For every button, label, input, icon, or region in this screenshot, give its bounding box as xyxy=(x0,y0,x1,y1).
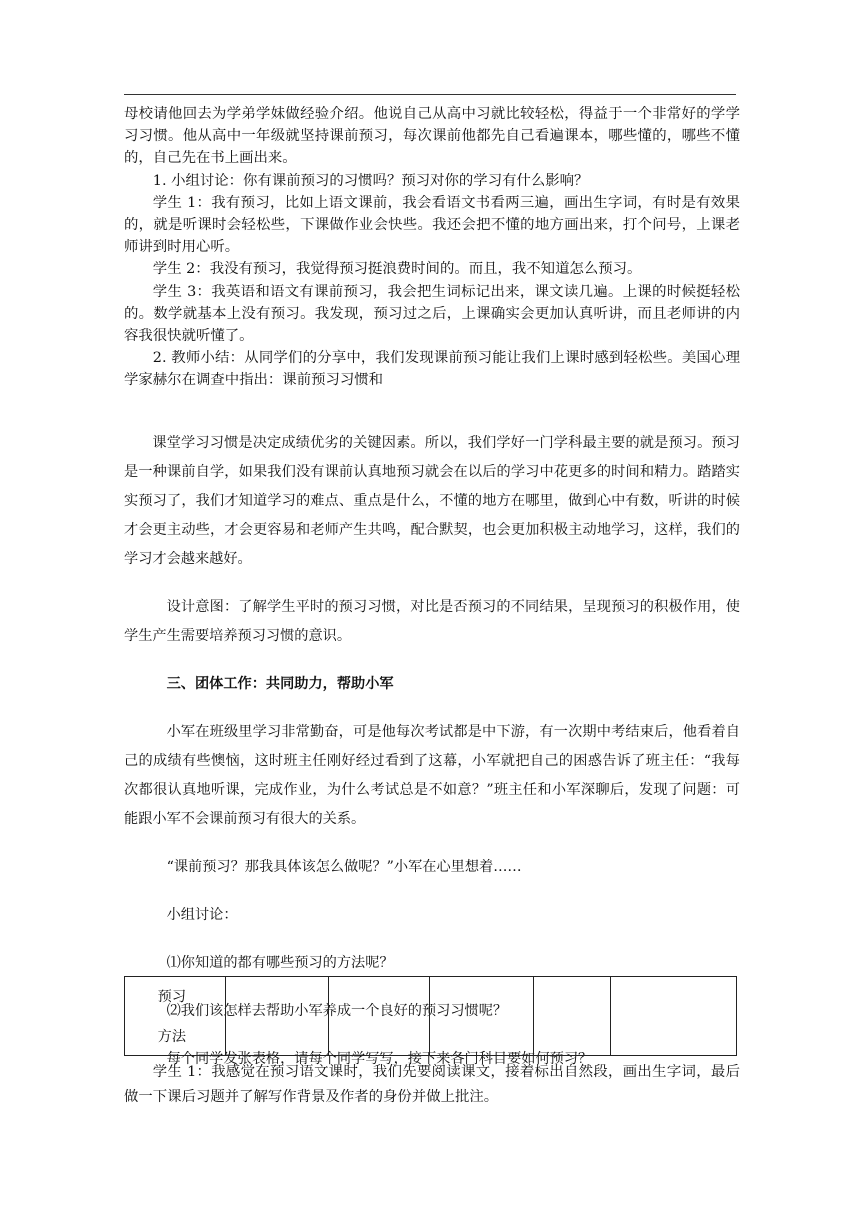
student-3-answer: 学生 3：我英语和语文有课前预习，我会把生词标记出来，课文读几遍。上课的时候挺轻松的。数学就基本上没有预习。我发现，预习过之后，上课确实会更加认真听讲，而且老师讲的内容我很快就听懂了。 xyxy=(124,283,740,345)
table-empty-cell xyxy=(430,977,534,1055)
table-empty-cell xyxy=(534,977,612,1055)
header-rule xyxy=(124,94,736,95)
study-habit-paragraph: 课堂学习习惯是决定成绩优劣的关键因素。所以，我们学好一门学科最主要的就是预习。预习是一种课前自学，如果我们没有课前认真地预习就会在以后的学习中花更多的时间和精力。踏踏实实预习了，我们才知道学习的难点、重点是什么，不懂的地方在哪里，做到心中有数，听讲的时候才会更主动些，才会更容易和老师产生共鸣，配合默契，也会更加积极主动地学习，这样，我们的学习才会越来越好。 xyxy=(124,435,740,567)
student-1-answer: 学生 1：我有预习，比如上语文课前，我会看语文书看两三遍，画出生字词，有时是有效果的，就是听课时会轻松些，下课做作业会快些。我还会把不懂的地方画出来，打个问号，上课老师讲到时用心听。 xyxy=(124,194,740,256)
table-empty-cell xyxy=(226,977,330,1055)
table-label-line-1: 预习 xyxy=(157,989,187,1005)
section-1 xyxy=(124,103,740,392)
discussion-item-2: ⑵我们该怎样去帮助小军养成一个良好的预习习惯呢？ xyxy=(166,1003,508,1019)
design-intent: 设计意图：了解学生平时的预习习惯，对比是否预习的不同结果，呈现预习的积极作用，使学生产生需要培养预习习惯的意识。 xyxy=(124,599,740,644)
preview-methods-table xyxy=(124,976,737,1056)
intro-paragraph: 母校请他回去为学弟学妹做经验介绍。他说自己从高中习就比较轻松，得益于一个非常好的学学习习惯。他从高中一年级就坚持课前预习，每次课前他都先自己看遍课本，哪些懂的，哪些不懂的，自己先在书上画出来。 xyxy=(124,106,740,167)
discussion-item-1: ⑴你知道的都有哪些预习的方法呢？ xyxy=(166,955,394,971)
student-1-method-answer: 学生 1：我感觉在预习语文课时，我们先要阅读课文，接着标出自然段，画出生字词，最后做一下课后习题并了解写作背景及作者的身份并做上批注。 xyxy=(124,1064,740,1105)
table-empty-cell xyxy=(611,977,736,1055)
section-heading: 三、团体工作：共同助力，帮助小军 xyxy=(166,676,394,692)
table-label-cell xyxy=(125,977,226,1055)
worksheet-instruction: 每个同学发张表格，请每个同学写写，接下来各门科目要如何预习？ xyxy=(166,1051,593,1067)
teacher-summary: 2. 教师小结：从同学们的分享中，我们发现课前预习能让我们上课时感到轻松些。美国心理学家赫尔在调查中指出：课前预习习惯和 xyxy=(124,350,740,389)
section-3 xyxy=(124,1060,740,1110)
xiaojun-quote: “课前预习？那我具体该怎么做呢？”小军在心里想着…… xyxy=(166,859,522,875)
group-discussion-label: 小组讨论： xyxy=(166,907,238,923)
xiaojun-story: 小军在班级里学习非常勤奋，可是他每次考试都是中下游，有一次期中考结束后，他看着自己的成绩有些懊恼，这时班主任刚好经过看到了这幕，小军就把自己的困惑告诉了班主任：“我每次都很认真地听课，完成作业，为什么考试总是不如意？”班主任和小军深聊后，发现了问题：可能跟小军不会课前预习有很大的关系。 xyxy=(124,724,740,827)
discussion-question-1: 1. 小组讨论：你有课前预习的习惯吗？预习对你的学习有什么影响？ xyxy=(152,172,589,189)
table-label-line-2: 方法 xyxy=(157,1029,187,1045)
student-2-answer: 学生 2：我没有预习，我觉得预习挺浪费时间的。而且，我不知道怎么预习。 xyxy=(152,261,642,278)
table-empty-cell xyxy=(329,977,430,1055)
